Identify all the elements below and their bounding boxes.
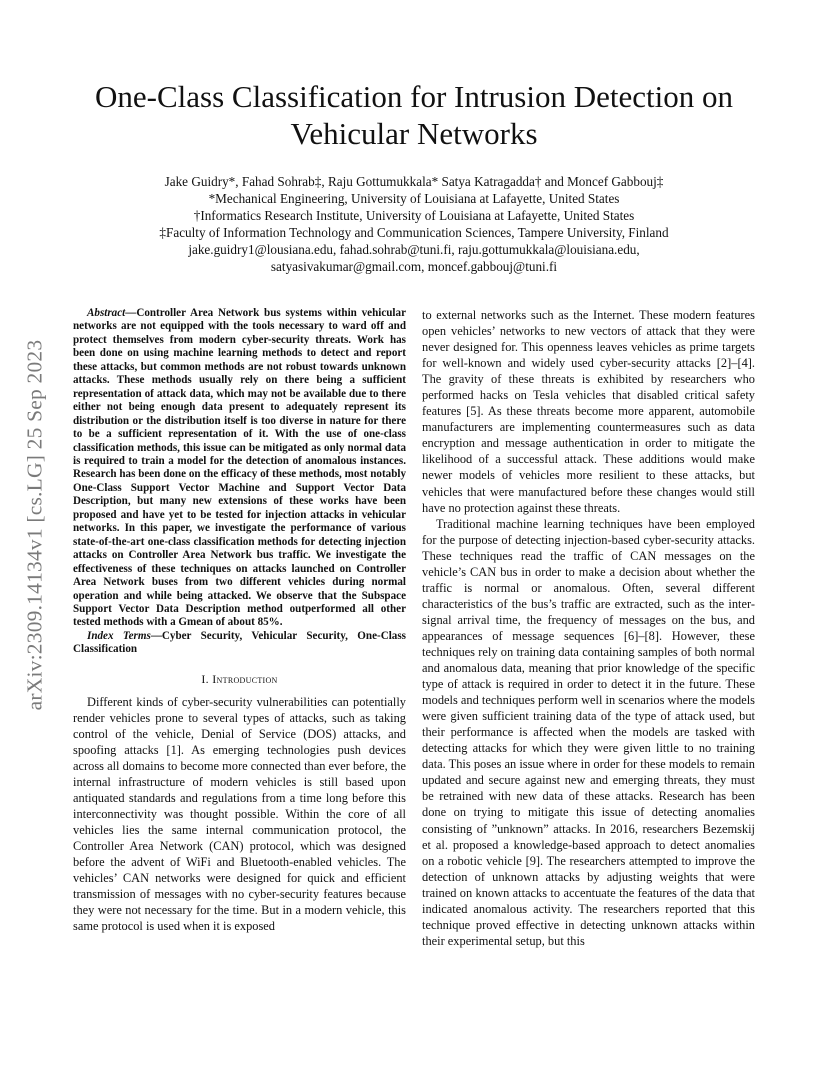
affiliation-2: †Informatics Research Institute, University of Louisiana at Lafayette, United States [193, 208, 635, 223]
affiliation-1: *Mechanical Engineering, University of Louisiana at Lafayette, United States [208, 191, 620, 206]
paper-title: One-Class Classification for Intrusion Detection on Vehicular Networks [95, 79, 733, 151]
arxiv-watermark [18, 290, 52, 760]
author-emails-1: jake.guidry1@lousiana.edu, fahad.sohrab@tuni.fi, raju.gottumukkala@louisiana.edu, [188, 242, 640, 257]
author-emails-2: satyasivakumar@gmail.com, moncef.gabbouj@tuni.fi [270, 259, 558, 274]
author-block [80, 173, 748, 275]
affiliation-3: ‡Faculty of Information Technology and Communication Sciences, Tampere University, Finland [159, 225, 669, 240]
section-title: Introduction [212, 671, 278, 686]
abstract-label: Abstract [87, 307, 126, 319]
intro-paragraph-2: to external networks such as the Internet. These modern features open vehicles’ networks to new vectors of attack that they were never designed for. This openness leaves vehicles as prime targets for well-known and widely used cyber-security attacks [2]–[4]. The gravity of these threats is exhibited by researchers who performed hacks on Tesla vehicles that disabled critical safety features [5]. As these threats become more apparent, automobile manufacturers are implementing countermeasures such as data encryption and message authentication in order to mitigate the likelihood of a successful attack. These additions would make newer models of vehicles more resilient to these attacks, but vehicles that were manufactured before these changes would still have no protection against these threats. [422, 308, 755, 515]
right-column [422, 307, 755, 949]
intro-paragraph-3: Traditional machine learning techniques have been employed for the purpose of detecting injection-based cyber-security attacks. These techniques read the traffic of CAN messages on the vehicle’s CAN bus in order to make a decision about whether the traffic is normal or anomalous. Often, several different characteristics of the bus’s traffic are extracted, such as the inter-signal arrival time, the frequency of messages on the bus, and appearances of message sequences [6]–[8]. However, these techniques rely on training data containing samples of both normal and anomalous data, meaning that prior knowledge of the specific type of attack is required in order to detect it in the future. These models and techniques perform well in scenarios where the models were given sufficient training data of the type of attack used, but their performance is affected when the models are tasked with detecting attacks for which they were given little to no training data. This poses an issue where in order for these models to remain updated and secure against new and emerging threats, they must be retrained with new data of these attacks. Research has been done on trying to mitigate this issue of detecting anomalies consisting of ”unknown” attacks. In 2016, researchers Bezemskij et al. proposed a knowledge-based approach to detect anomalies on a robotic vehicle [9]. The researchers attempted to improve the detection of unknown attacks by adjusting weights that were trained on known attacks to accentuate the features of the data that indicated anomalous activity. The researchers reported that this technique proved effective in detecting unknown attacks within their experimental setup, but this [422, 516, 755, 948]
index-terms-label: Index Terms [87, 629, 151, 642]
section-heading-introduction [73, 671, 406, 687]
index-terms-text: —Cyber Security, Vehicular Security, One-Class Classification [73, 629, 406, 656]
intro-paragraph-1: Different kinds of cyber-security vulnerabilities can potentially render vehicles prone to several types of attacks, such as taking control of the vehicle, Denial of Service (DOS) attacks, and spoofing attacks [1]. As emerging technologies push devices across all domains to become more connected than ever before, the internal infrastructure of modern vehicles is still based upon antiquated standards and regulations from a time long before this interconnectivity was thought possible. Within the core of all vehicles lies the same internal communication protocol, the Controller Area Network (CAN) protocol, which was designed before the advent of WiFi and Bluetooth-enabled vehicles. The vehicles’ CAN networks were designed for quick and efficient transmission of messages with no cyber-security features because they were not necessary for the time. But in a modern vehicle, this same protocol is used when it is exposed [73, 694, 406, 934]
abstract [73, 307, 406, 630]
arxiv-id-text: arXiv:2309.14134v1 [cs.LG] 25 Sep 2023 [22, 339, 47, 711]
left-column [73, 307, 406, 935]
author-names: Jake Guidry*, Fahad Sohrab‡, Raju Gottumukkala* Satya Katragadda† and Moncef Gabbouj‡ [164, 174, 664, 189]
section-number: I. [201, 671, 213, 686]
index-terms [73, 630, 406, 657]
abstract-text: —Controller Area Network bus systems within vehicular networks are not equipped with the tools necessary to ward off and protect themselves from modern cyber-security threats. Work has been done on using machine learning methods to detect and report these attacks, but common methods are not robust towards unknown attacks. These methods usually rely on there being a sufficient representation of attack data, which may not be available due to there either not being enough data present to adequately represent its distribution or the distribution itself is too diverse in nature for there to be a sufficient representation of it. With the use of one-class classification methods, this issue can be mitigated as only normal data is required to train a model for the detection of anomalous instances. Research has been done on the efficacy of these methods, most notably One-Class Support Vector Machine and Support Vector Data Description, but many new extensions of these works have been proposed and have yet to be tested for injection attacks in vehicular networks. In this paper, we investigate the performance of various state-of-the-art one-class classification methods for detecting injection attacks on Controller Area Network bus traffic. We investigate the effectiveness of these techniques on attacks launched on Controller Area Network buses from two different vehicles during normal operation and while being attacked. We observe that the Subspace Support Vector Data Description method outperformed all other tested methods with a Gmean of about 85%. [73, 307, 406, 629]
